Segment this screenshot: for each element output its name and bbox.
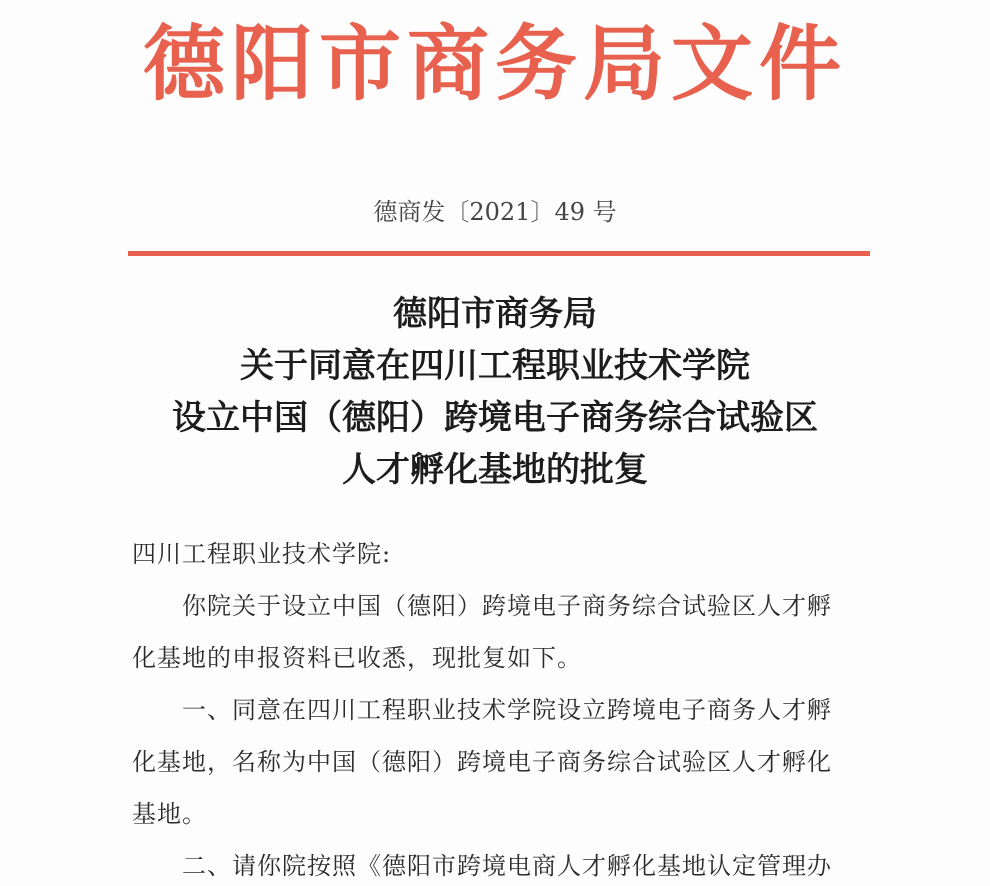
body-line: 一、同意在四川工程职业技术学院设立跨境电子商务人才孵	[182, 696, 832, 724]
title-line-subject-3: 人才孵化基地的批复	[342, 450, 648, 490]
title-line-subject-1: 关于同意在四川工程职业技术学院	[240, 346, 750, 386]
document-title	[0, 288, 990, 496]
body-line: 化基地，名称为中国（德阳）跨境电子商务综合试验区人才孵化	[132, 748, 832, 776]
red-divider-line	[128, 251, 870, 256]
document-body	[132, 528, 872, 886]
addressee: 四川工程职业技术学院:	[132, 540, 392, 568]
body-line: 化基地的申报资料已收悉，现批复如下。	[132, 644, 582, 672]
title-line-issuer: 德阳市商务局	[393, 294, 597, 334]
document-number: 德商发〔2021〕49 号	[373, 198, 617, 226]
title-line-subject-2: 设立中国（德阳）跨境电子商务综合试验区	[172, 398, 818, 438]
body-line: 你院关于设立中国（德阳）跨境电子商务综合试验区人才孵	[182, 592, 832, 620]
masthead-title: 德阳市商务局文件	[142, 16, 847, 112]
body-line: 二、请你院按照《德阳市跨境电商人才孵化基地认定管理办	[182, 852, 832, 880]
body-line: 基地。	[132, 800, 207, 828]
